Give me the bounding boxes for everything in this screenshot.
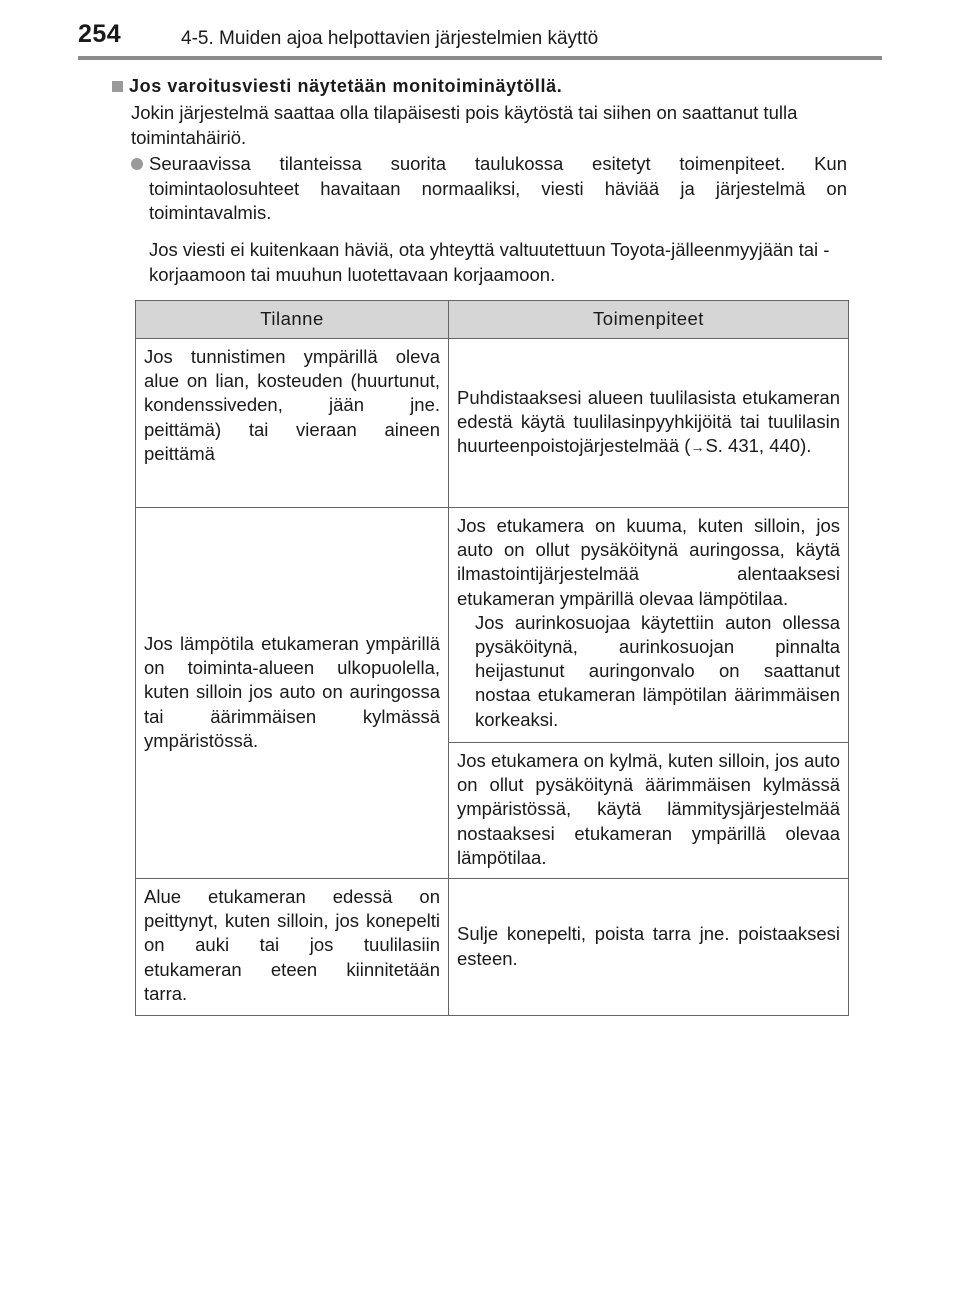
contact-paragraph: Jos viesti ei kuitenkaan häviä, ota yhteyttä valtuutettuun Toyota-jälleenmyyjään tai -korjaamoon tai muuhun luotettavaan korjaamoon. bbox=[149, 239, 830, 285]
bullet-paragraph: Seuraavissa tilanteissa suorita taulukossa esitetyt toimenpiteet. Kun toimintaolosuhteet havaitaan normaaliksi, viesti häviää ja järjestelmä on toimintavalmis. bbox=[149, 153, 847, 223]
table-row bbox=[136, 508, 849, 743]
column-header-measures: Toimenpiteet bbox=[449, 301, 849, 339]
arrow-right-icon: → bbox=[690, 439, 705, 456]
action-note: Jos aurinkosuojaa käytettiin auton ollessa pysäköitynä, aurinkosuojan pinnalta heijastunut auringonvalo on saattanut nostaa etukameran lämpötilan äärimmäisen korkeaksi. bbox=[475, 611, 840, 730]
situation-cell: Jos lämpötila etukameran ympärillä on toiminta-alueen ulkopuolella, kuten silloin jos auto on auringossa tai äärimmäisen kylmässä ympäristössä. bbox=[136, 508, 449, 879]
running-head: 4-5. Muiden ajoa helpottavien järjestelmien käyttö bbox=[181, 28, 599, 49]
page-number: 254 bbox=[78, 20, 122, 48]
table-row bbox=[136, 879, 849, 1016]
action-cell bbox=[449, 508, 849, 743]
action-cell: Jos etukamera on kylmä, kuten silloin, jos auto on ollut pysäköitynä äärimmäisen kylmässä ympäristössä, käytä lämmitysjärjestelmää nostaaksesi etukameran ympärillä olevaa lämpötilaa. bbox=[449, 743, 849, 879]
action-cell bbox=[449, 339, 849, 508]
page-reference: S. 431, 440). bbox=[705, 435, 812, 457]
column-header-situation: Tilanne bbox=[136, 301, 449, 339]
section-heading-text: Jos varoitusviesti näytetään monitoiminäytöllä. bbox=[129, 76, 563, 96]
table-row bbox=[136, 339, 849, 508]
situation-cell: Alue etukameran edessä on peittynyt, kuten silloin, jos konepelti on auki tai jos tuulilasiin etukameran eteen kiinnitetään tarra. bbox=[136, 879, 449, 1016]
round-bullet-icon bbox=[131, 158, 143, 170]
action-cell: Sulje konepelti, poista tarra jne. poistaaksesi esteen. bbox=[449, 879, 849, 1016]
situation-cell: Jos tunnistimen ympärillä oleva alue on lian, kosteuden (huurtunut, kondenssiveden, jään jne. peittämä) tai vieraan aineen peittämä bbox=[136, 339, 449, 508]
action-text: Puhdistaaksesi alueen tuulilasista etukameran edestä käytä tuulilasinpyyhkijöitä tai tuulilasin huurteenpoistojärjestelmää ( bbox=[457, 386, 840, 457]
header-rule bbox=[78, 56, 882, 60]
measures-table bbox=[135, 300, 849, 1016]
intro-paragraph: Jokin järjestelmä saattaa olla tilapäisesti pois käytöstä tai siihen on saattanut tulla toimintahäiriö. bbox=[131, 102, 798, 148]
section-heading bbox=[112, 76, 562, 97]
action-text: Jos etukamera on kuuma, kuten silloin, jos auto on ollut pysäköitynä auringossa, käytä ilmastointijärjestelmää alentaaksesi etukameran ympärillä olevaa lämpötilaa. bbox=[457, 515, 840, 609]
square-bullet-icon bbox=[112, 81, 123, 92]
table-header-row bbox=[136, 301, 849, 339]
